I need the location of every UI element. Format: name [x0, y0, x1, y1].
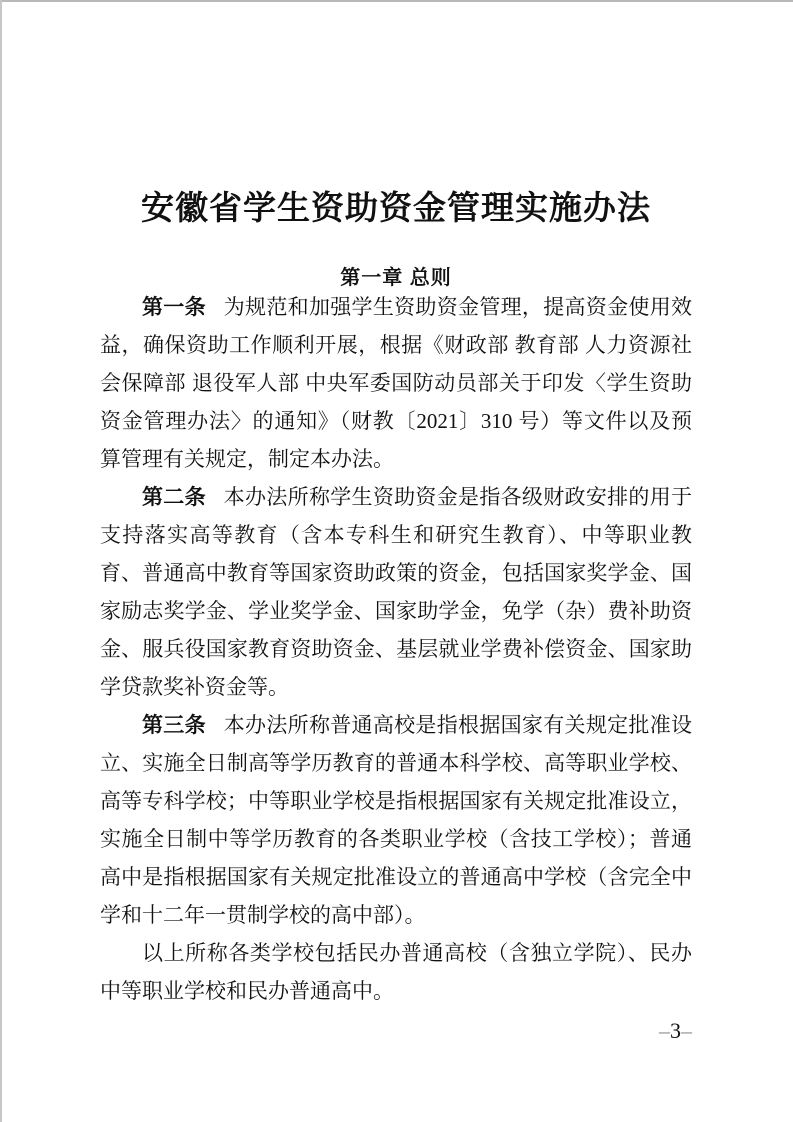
document-body: [100, 288, 692, 1010]
paragraph-supplement-text: 以上所称各类学校包括民办普通高校（含独立学院）、民办中等职业学校和民办普通高中。: [100, 941, 692, 1003]
chapter-heading: 第一章 总则: [340, 266, 452, 289]
article-2-text: 本办法所称学生资助资金是指各级财政安排的用于支持落实高等教育（含本专科生和研究生教育）、中等职业教育、普通高中教育等国家资助政策的资金，包括国家奖学金、国家励志奖学金、学业奖学金、国家助学金，免学（杂）费补助资金、服兵役国家教育资助资金、基层就业学费补偿资金、国家助学贷款奖补资金等。: [100, 485, 693, 699]
paragraph-article-2: [100, 478, 692, 706]
article-2-number: 第二条: [142, 485, 206, 509]
paragraph-article-3: [100, 706, 692, 934]
paragraph-supplement: [100, 934, 692, 1010]
page-number-dash-left: –: [659, 1018, 670, 1043]
scan-edge-left: [0, 0, 2, 1122]
article-3-text: 本办法所称普通高校是指根据国家有关规定批准设立、实施全日制高等学历教育的普通本科学校、高等职业学校、高等专科学校；中等职业学校是指根据国家有关规定批准设立，实施全日制中等学历教育的各类职业学校（含技工学校）；普通高中是指根据国家有关规定批准设立的普通高中学校（含完全中学和十二年一贯制学校的高中部）。: [100, 713, 693, 927]
page-number: [100, 1018, 692, 1044]
page-number-dash-right: –: [681, 1018, 692, 1043]
article-3-number: 第三条: [142, 713, 206, 737]
paragraph-article-1: [100, 288, 692, 478]
page-number-value: 3: [670, 1018, 681, 1043]
article-1-text: 为规范和加强学生资助资金管理，提高资金使用效益，确保资助工作顺利开展，根据《财政部 教育部 人力资源社会保障部 退役军人部 中央军委国防动员部关于印发〈学生资助资金管理办法〉的通知》（财教〔2021〕310 号）等文件以及预算管理有关规定，制定本办法。: [100, 295, 693, 471]
article-1-number: 第一条: [142, 295, 206, 319]
scan-edge-top: [0, 0, 793, 2]
document-title: 安徽省学生资助资金管理实施办法: [141, 191, 651, 228]
